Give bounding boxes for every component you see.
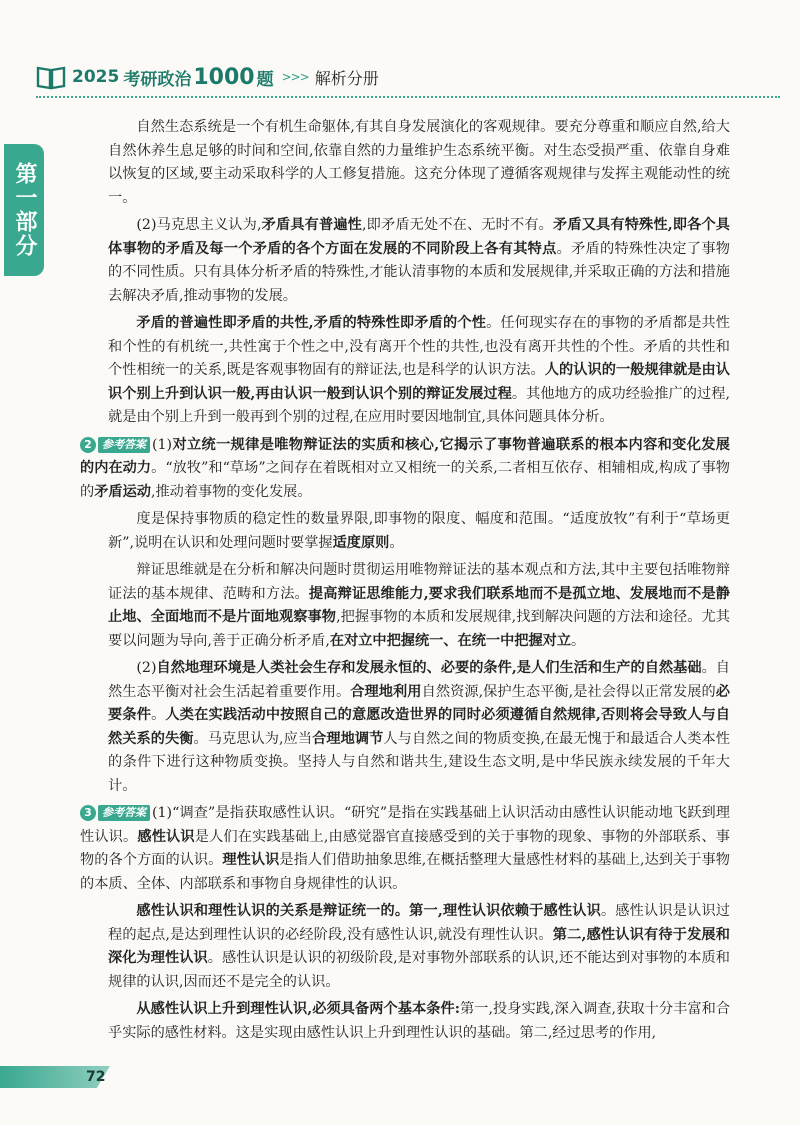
answer-badge-3: 3 参考答案 (80, 805, 150, 821)
header-title-num: 1000 (193, 64, 255, 90)
answer-badge-2: 2 参考答案 (80, 437, 150, 453)
header-title-b: 题 (256, 69, 274, 90)
book-icon (36, 64, 66, 90)
page-body (80, 116, 731, 1049)
page-header (36, 62, 379, 92)
answer-2: 2 参考答案 (1)对立统一规律是唯物辩证法的实质和核心,它揭示了事物普遍联系的根本内容和变化发展的内在动力。“放牧”和“草场”之间存在着既相对立又相统一的关系,二者相互依存、相辅相成,构成了事物的矛盾运动,推动着事物的变化发展。 (80, 436, 730, 500)
paragraph-1: 自然生态系统是一个有机生命躯体,有其自身发展演化的客观规律。要充分尊重和顺应自然,给大自然休养生息足够的时间和空间,依靠自然的力量维护生态系统平衡。对生态受损严重、依靠自身难以恢复的区域,要主动采取科学的人工修复措施。这充分体现了遵循客观规律与发挥主观能动性的统一。 (108, 119, 730, 206)
header-title-a: 考研政治 (123, 69, 192, 90)
paragraph-3: 矛盾的普遍性即矛盾的共性,矛盾的特殊性即矛盾的个性。任何现实存在的事物的矛盾都是共性和个性的有机统一,共性寓于个性之中,没有离开个性的共性,也没有离开共性的个性。矛盾的共性和个性相统一的关系,既是客观事物固有的辩证法,也是科学的认识方法。人的认识的一般规律就是由认识个别上升到认识一般,再由认识一般到认识个别的辩证发展过程。其他地方的成功经验推广的过程,就是由个别上升到一般再到个别的过程,在应用时要因地制宜,具体问题具体分析。 (108, 315, 730, 425)
page-number: 72 (86, 1069, 106, 1085)
paragraph-5: 辩证思维就是在分析和解决问题时贯彻运用唯物辩证法的基本观点和方法,其中主要包括唯物辩证法的基本规律、范畴和方法。提高辩证思维能力,要求我们联系地而不是孤立地、发展地而不是静止地、全面地而不是片面地观察事物,把握事物的本质和发展规律,找到解决问题的方法和途径。尤其要以问题为导向,善于正确分析矛盾,在对立中把握统一、在统一中把握对立。 (108, 562, 730, 649)
header-arrows: >>> (281, 70, 309, 84)
paragraph-2: (2)马克思主义认为,矛盾具有普遍性,即矛盾无处不在、无时不有。矛盾又具有特殊性,即各个具体事物的矛盾及每一个矛盾的各个方面在发展的不同阶段上各有其特点。矛盾的特殊性决定了事物的不同性质。只有具体分析矛盾的特殊性,才能认清事物的本质和发展规律,并采取正确的方法和措施去解决矛盾,推动事物的发展。 (108, 217, 730, 304)
section-tab: 第一部分 (4, 144, 44, 276)
answer-3: 3 参考答案 (1)“调查”是指获取感性认识。“研究”是指在实践基础上认识活动由感性认识能动地飞跃到理性认识。感性认识是人们在实践基础上,由感觉器官直接感受到的关于事物的现象、事物的外部联系、事物的各个方面的认识。理性认识是指人们借助抽象思维,在概括整理大量感性材料的基础上,达到关于事物的本质、全体、内部联系和事物自身规律性的认识。 (80, 805, 730, 892)
header-subtitle: 解析分册 (314, 68, 379, 88)
paragraph-7: 感性认识和理性认识的关系是辩证统一的。第一,理性认识依赖于感性认识。感性认识是认识过程的起点,是达到理性认识的必经阶段,没有感性认识,就没有理性认识。第二,感性认识有待于发展和深化为理性认识。感性认识是认识的初级阶段,是对事物外部联系的认识,还不能达到对事物的本质和规律的认识,因而还不是完全的认识。 (108, 903, 730, 990)
paragraph-8: 从感性认识上升到理性认识,必须具备两个基本条件:第一,投身实践,深入调查,获取十分丰富和合乎实际的感性材料。这是实现由感性认识上升到理性认识的基础。第二,经过思考的作用, (108, 1001, 731, 1041)
paragraph-4: 度是保持事物质的稳定性的数量界限,即事物的限度、幅度和范围。“适度放牧”有利于“草场更新”,说明在认识和处理问题时要掌握适度原则。 (108, 511, 730, 551)
header-year: 2025 (72, 67, 120, 87)
header-divider (36, 96, 780, 98)
paragraph-6: (2)自然地理环境是人类社会生存和发展永恒的、必要的条件,是人们生活和生产的自然基础。自然生态平衡对社会生活起着重要作用。合理地利用自然资源,保护生态平衡,是社会得以正常发展的必要条件。人类在实践活动中按照自己的意愿改造世界的同时必须遵循自然规律,否则将会导致人与自然关系的失衡。马克思认为,应当合理地调节人与自然之间的物质变换,在最无愧于和最适合人类本性的条件下进行这种物质变换。坚持人与自然和谐共生,建设生态文明,是中华民族永续发展的千年大计。 (108, 660, 730, 794)
